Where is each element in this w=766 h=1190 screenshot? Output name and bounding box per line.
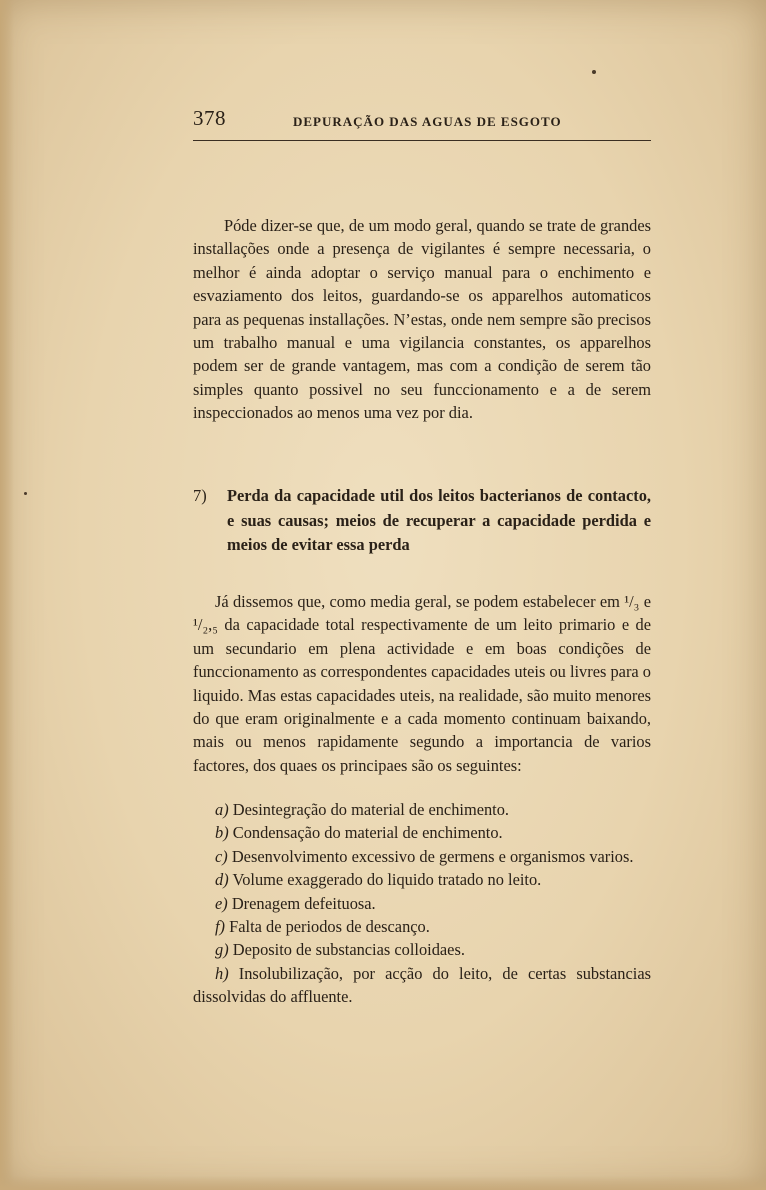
list-item: [193, 915, 651, 938]
list-item-letter: d): [215, 870, 229, 890]
list-item-letter: f): [215, 917, 226, 937]
list-item-text: Insolubilização, por acção do leito, de certas substancias dissolvidas do affluente.: [193, 963, 651, 1007]
page-header: [193, 106, 651, 140]
list-item-text: Desenvolvimento excessivo de germens e organismos varios.: [231, 846, 634, 866]
list-item-text: Volume exaggerado do liquido tratado no leito.: [232, 870, 542, 890]
list-item: [193, 821, 651, 844]
paragraph-capacity: Já dissemos que, como media geral, se podem estabelecer em ¹/₃ e ¹/₂,₅ da capacidade total respectivamente de um leito primario e de um secundario em plena actividade e em boas condições de funccionamento as correspondentes capacidades uteis ou livres para o liquido. Mas estas capacidades uteis, na realidade, são muito menores do que eram originalmente e a cada momento continuam baixando, mais ou menos rapidamente segundo a importancia de varios factores, dos quaes os principaes são os seguintes:: [193, 592, 651, 775]
list-item-text: Condensação do material de enchimento.: [232, 823, 503, 843]
header-rule: [193, 140, 651, 141]
section-number: 7): [193, 486, 207, 505]
list-item-text: Deposito de substancias colloidaes.: [232, 940, 465, 960]
list-item-letter: g): [215, 940, 229, 960]
paragraph-vigilance: Póde dizer-se que, de um modo geral, quando se trate de grandes installações onde a presença de vigilantes é sempre necessaria, o melhor é ainda adoptar o serviço manual para o enchimento e esvaziamento dos leitos, guardando-se os apparelhos automaticos para as pequenas installações. N’estas, onde nem sempre são precisos um trabalho manual e uma vigilancia constantes, os apparelhos podem ser de grande vantagem, mas com a condição de serem tão simples quanto possivel no seu funccionamento e a de serem inspeccionados ao menos uma vez por dia.: [193, 216, 651, 423]
list-item: [193, 845, 651, 868]
list-item-letter: a): [215, 800, 229, 819]
list-item-letter: c): [215, 846, 228, 866]
list-item-text: Desintegração do material de enchimento.: [232, 800, 510, 819]
list-item-text: Falta de periodos de descanço.: [229, 917, 430, 937]
list-item: [193, 868, 651, 891]
list-item: [193, 938, 651, 961]
page-bottom-edge-shading: [0, 1176, 766, 1190]
list-item: [193, 892, 651, 915]
list-item: [193, 798, 651, 821]
list-item: [193, 962, 651, 1009]
list-item-letter: h): [215, 963, 229, 983]
section-title: Perda da capacidade util dos leitos bacterianos de contacto, e suas causas; meios de recuperar a capacidade perdida e meios de evitar essa perda: [227, 486, 651, 554]
paper-speck: [592, 70, 596, 74]
factors-list: [193, 798, 651, 1009]
page-number: 378: [193, 106, 226, 130]
list-item-text: Drenagem defeituosa.: [231, 893, 376, 913]
page-left-edge-shading: [0, 0, 14, 1190]
section-heading: [193, 484, 651, 558]
running-title: DEPURAÇÃO DAS AGUAS DE ESGOTO: [293, 114, 562, 129]
list-item-letter: e): [215, 893, 228, 913]
list-item-letter: b): [215, 823, 229, 843]
paper-speck: [24, 492, 27, 495]
